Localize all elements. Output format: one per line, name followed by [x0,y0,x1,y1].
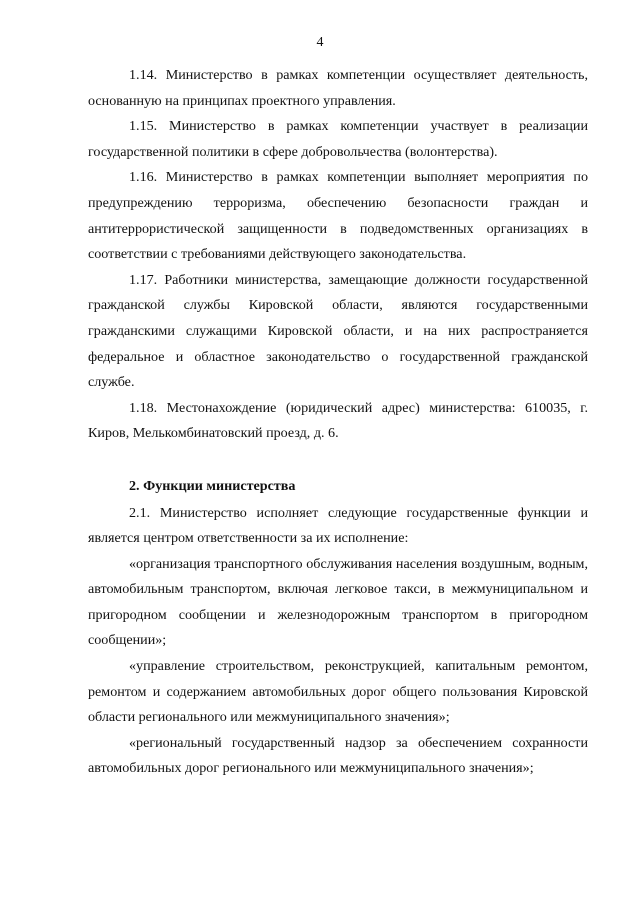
paragraph-1-15: 1.15. Министерство в рамках компетенции участвует в реализации государственной политики в сфере добровольчества (волонтерства). [88,118,588,160]
function-item: «организация транспортного обслуживания населения воздушным, водным, автомобильным транспортом, включая легковое такси, в межмуниципальном и пригородном сообщении и железнодорожным транспортом в пригородном сообщении»; [88,555,588,649]
function-item: «управление строительством, реконструкцией, капитальным ремонтом, ремонтом и содержанием автомобильных дорог общего пользования Кировской области регионального или межмуниципального значения»; [88,658,588,726]
document-body [88,63,588,782]
page-number: 4 [316,35,324,50]
paragraph-1-16: 1.16. Министерство в рамках компетенции выполняет мероприятия по предупреждению терроризма, обеспечению безопасности граждан и антитеррористической защищенности в подведомственных организациях в соответствии с требованиями действующего законодательства. [88,169,588,263]
paragraph-1-17: 1.17. Работники министерства, замещающие должности государственной гражданской службы Кировской области, являются государственными гражданскими служащими Кировской области, и на них распространяется федеральное и областное законодательство о государственной гражданской службе. [88,271,588,391]
section-spacer [88,447,588,474]
paragraph-2-1: 2.1. Министерство исполняет следующие государственные функции и является центром ответственности за их исполнение: [88,504,588,547]
function-item: «региональный государственный надзор за обеспечением сохранности автомобильных дорог регионального или межмуниципального значения»; [88,734,588,777]
paragraph-1-18: 1.18. Местонахождение (юридический адрес) министерства: 610035, г. Киров, Мелькомбинатовский проезд, д. 6. [88,399,588,442]
section-heading-functions: 2. Функции министерства [129,477,296,494]
paragraph-1-14: 1.14. Министерство в рамках компетенции осуществляет деятельность, основанную на принципах проектного управления. [88,67,588,109]
